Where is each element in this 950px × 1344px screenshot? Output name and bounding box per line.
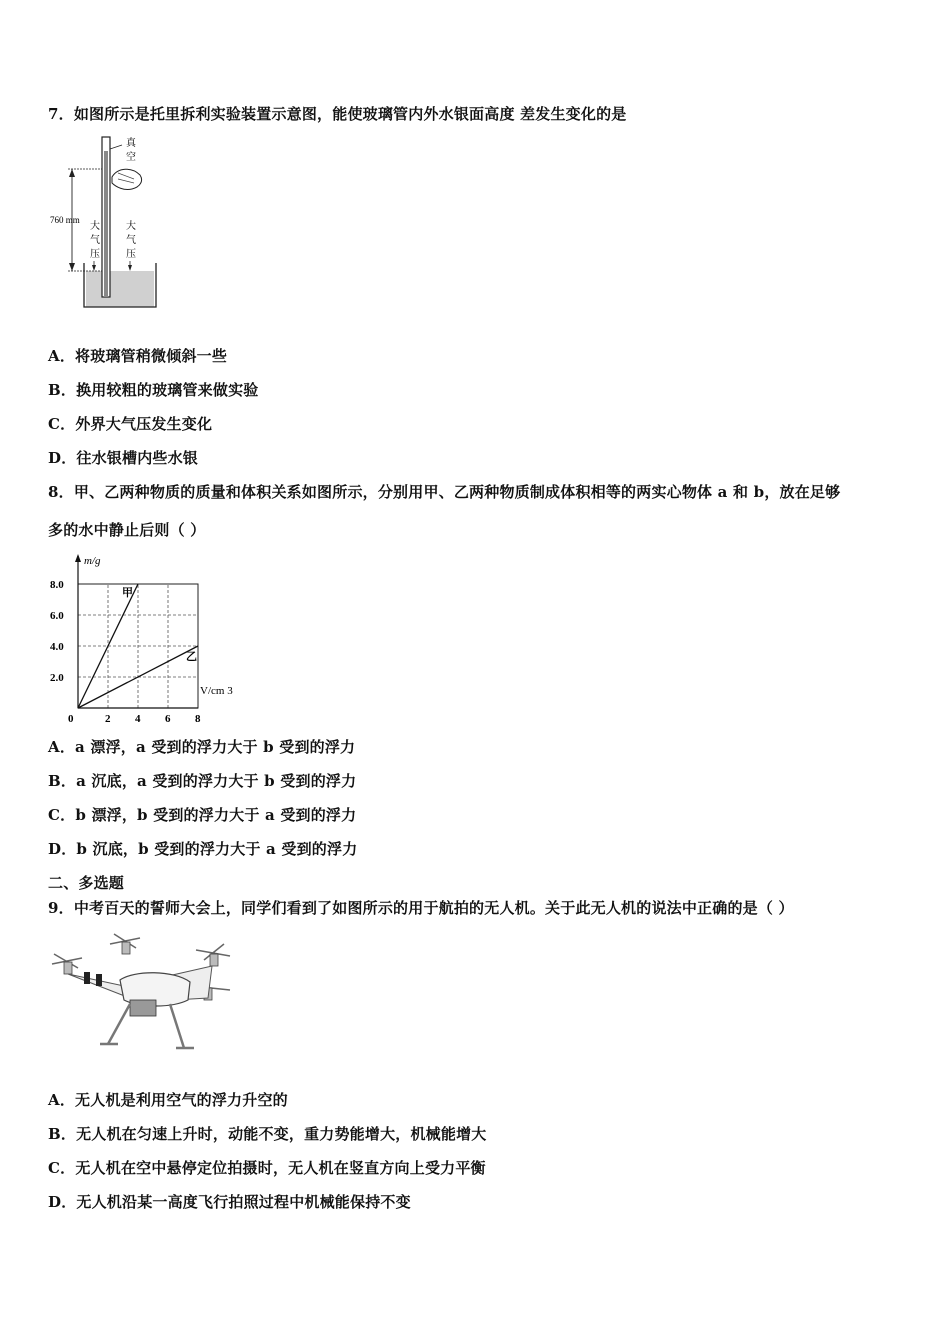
mercury-trough-fill [86, 271, 154, 307]
q9-option-d: D．无人机沿某一高度飞行拍照过程中机械能保持不变 [48, 1193, 411, 1211]
q9-option-a: A．无人机是利用空气的浮力升空的 [48, 1091, 288, 1109]
q7-stem: 7．如图所示是托里拆利实验装置示意图，能使玻璃管内外水银面高度 差发生变化的是 [48, 105, 627, 123]
q8-stem-line2: 多的水中静止后则（ ） [48, 521, 206, 539]
q7-option-d: D．往水银槽内些水银 [48, 449, 199, 467]
pressure-left-3: 压 [90, 249, 100, 260]
x-tick-label-0: 0 [68, 713, 74, 724]
y-tick-label-1: 4.0 [50, 641, 64, 653]
q8-option-a: A．a 漂浮，a 受到的浮力大于 b 受到的浮力 [48, 738, 356, 756]
x-tick-label-1: 2 [105, 713, 111, 724]
mass-volume-chart [48, 552, 258, 724]
y-axis-arrow [75, 554, 81, 562]
q8-option-c: C．b 漂浮，b 受到的浮力大于 a 受到的浮力 [48, 806, 357, 824]
series-label-1: 乙 [186, 651, 197, 663]
drone-figure [44, 930, 240, 1054]
q8-option-d: D．b 沉底，b 受到的浮力大于 a 受到的浮力 [48, 840, 358, 858]
q9-option-b: B．无人机在匀速上升时，动能不变，重力势能增大，机械能增大 [48, 1125, 487, 1143]
y-tick-label-0: 2.0 [50, 672, 64, 684]
x-axis-label: V/cm 3 [200, 685, 233, 697]
x-tick-label-2: 4 [135, 713, 141, 724]
vacuum-label-2: 空 [126, 152, 136, 163]
q7-option-c: C．外界大气压发生变化 [48, 415, 213, 433]
q9-option-c: C．无人机在空中悬停定位拍摄时，无人机在竖直方向上受力平衡 [48, 1159, 486, 1177]
pressure-right-3: 压 [126, 249, 136, 260]
pressure-left-2: 气 [90, 235, 100, 246]
q7-option-a: A．将玻璃管稍微倾斜一些 [48, 347, 228, 365]
x-tick-label-3: 6 [165, 713, 171, 724]
height-label: 760 mm [50, 215, 80, 225]
hand-icon [112, 169, 142, 189]
mercury-column [104, 151, 108, 297]
y-axis-label: m/g [84, 555, 101, 567]
q7-option-b: B．换用较粗的玻璃管来做实验 [48, 381, 259, 399]
y-tick-label-3: 8.0 [50, 579, 64, 591]
pressure-left-1: 大 [90, 221, 100, 232]
section-title: 二、多选题 [48, 874, 125, 892]
q9-stem: 9．中考百天的誓师大会上，同学们看到了如图所示的用于航拍的无人机。关于此无人机的说法中正确的是（ ） [48, 899, 794, 917]
y-tick-label-2: 6.0 [50, 610, 64, 622]
series-label-0: 甲 [122, 587, 133, 599]
pressure-right-2: 气 [126, 235, 136, 246]
torricelli-apparatus-figure [48, 133, 168, 313]
chart-grid [78, 584, 198, 708]
vacuum-label-1: 真 [126, 138, 136, 149]
q8-option-b: B．a 沉底，a 受到的浮力大于 b 受到的浮力 [48, 772, 357, 790]
camera-gimbal [130, 1000, 156, 1016]
pressure-right-1: 大 [126, 221, 136, 232]
x-tick-label-4: 8 [195, 713, 201, 724]
q8-stem-line1: 8．甲、乙两种物质的质量和体积关系如图所示，分别用甲、乙两种物质制成体积相等的两实心物体 a 和 b，放在足够 [48, 483, 841, 501]
chart-axes [75, 554, 198, 708]
